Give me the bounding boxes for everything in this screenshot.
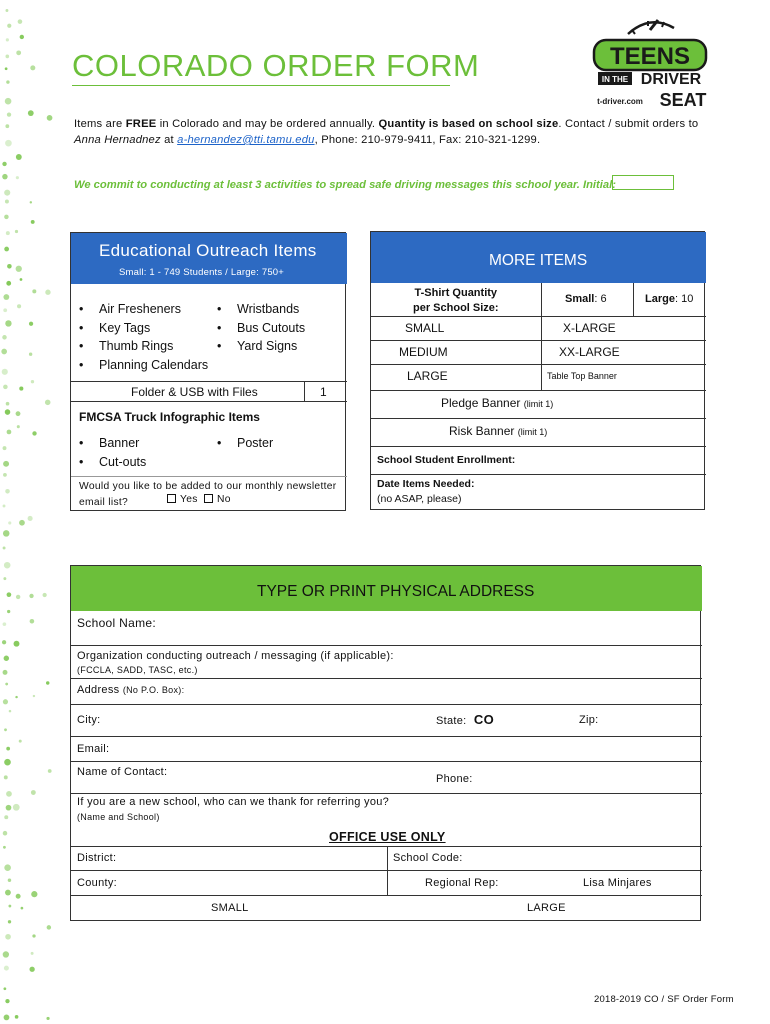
folder-usb-quantity: 1 — [320, 385, 327, 399]
phone-field[interactable]: Phone: — [436, 773, 473, 785]
school-enrollment-label: School Student Enrollment: — [377, 454, 516, 466]
yes-label: Yes — [180, 494, 198, 505]
tshirt-large-qty: Large: 10 — [645, 293, 694, 305]
no-label: No — [217, 494, 231, 505]
tshirt-small-qty: Small: 6 — [565, 293, 607, 305]
title-underline — [72, 85, 450, 86]
state-field[interactable]: State: CO — [436, 712, 495, 727]
list-item: • Cut-outs — [71, 453, 146, 472]
more-items-title: MORE ITEMS — [489, 252, 588, 269]
email-field[interactable]: Email: — [77, 743, 110, 755]
commitment-statement: We commit to conducting at least 3 activities to spread safe driving messages this school year. Initial: — [74, 179, 616, 191]
address-header — [71, 566, 702, 611]
intro-paragraph: Items are FREE in Colorado and may be ordered annually. Quantity is based on school size. Contact / submit orders to Anna Hernadnez at a-hernandez@tti.tamu.edu, Phone: 210-979-9411, Fax: 210-321-1299. — [74, 118, 699, 146]
decorative-dot-border — [0, 0, 60, 1024]
regional-rep-name: Lisa Minjares — [583, 877, 652, 889]
logo-url: t-driver.com — [597, 97, 643, 106]
risk-banner: Risk Banner (limit 1) — [449, 424, 548, 438]
table-top-banner: Table Top Banner — [547, 371, 617, 381]
fmcsa-title: FMCSA Truck Infographic Items — [79, 410, 260, 424]
size-x-large: X-LARGE — [563, 321, 616, 335]
list-item: • Wristbands — [209, 300, 305, 319]
folder-usb-row — [71, 381, 347, 402]
size-small: SMALL — [405, 321, 445, 335]
referral-field[interactable]: If you are a new school, who can we thank for referring you? (Name and School) — [77, 796, 390, 822]
educational-outreach-header — [71, 233, 347, 284]
size-xx-large: XX-LARGE — [559, 345, 620, 359]
address-title: TYPE OR PRINT PHYSICAL ADDRESS — [257, 583, 535, 600]
address-field[interactable]: Address (No P.O. Box): — [77, 684, 185, 696]
list-item: • Banner — [71, 434, 146, 453]
educational-outreach-subtitle: Small: 1 - 749 Students / Large: 750+ — [119, 267, 285, 278]
more-items-header — [371, 232, 706, 283]
folder-divider — [304, 382, 305, 402]
initial-input-box[interactable] — [612, 175, 674, 190]
list-item: • Bus Cutouts — [209, 319, 305, 338]
newsletter-divider — [71, 476, 347, 477]
newsletter-question: Would you like to be added to our monthly newsletter email list? — [79, 481, 337, 508]
list-item: • Air Fresheners — [71, 300, 208, 319]
page-title: COLORADO ORDER FORM — [72, 48, 480, 83]
logo-brand-word: TEENS — [609, 43, 691, 70]
outreach-items-left — [71, 300, 208, 374]
logo-in-the: IN THE — [601, 75, 629, 84]
list-item: • Key Tags — [71, 319, 208, 338]
office-use-only-heading: OFFICE USE ONLY — [329, 830, 446, 844]
district-field[interactable]: District: — [77, 852, 117, 864]
city-field[interactable]: City: — [77, 714, 101, 726]
fmcsa-items-left — [71, 434, 146, 471]
contact-name-field[interactable]: Name of Contact: — [77, 766, 168, 778]
size-medium: MEDIUM — [399, 345, 448, 359]
fmcsa-items-right — [209, 434, 273, 453]
newsletter-options — [167, 494, 231, 505]
tshirt-quantity-label: T-Shirt Quantity per School Size: — [413, 287, 499, 314]
no-checkbox[interactable] — [204, 494, 213, 503]
more-items-box — [370, 231, 705, 510]
school-code-field[interactable]: School Code: — [393, 852, 463, 864]
physical-address-section — [70, 565, 701, 921]
organization-field[interactable]: Organization conducting outreach / messaging (if applicable): (FCCLA, SADD, TASC, etc.) — [77, 650, 394, 675]
regional-rep-label: Regional Rep: — [425, 877, 499, 889]
size-large: LARGE — [407, 369, 448, 383]
pledge-banner: Pledge Banner (limit 1) — [441, 396, 554, 410]
list-item: • Thumb Rings — [71, 337, 208, 356]
contact-email-link[interactable]: a-hernandez@tti.tamu.edu — [177, 134, 315, 146]
list-item: • Poster — [209, 434, 273, 453]
school-name-field[interactable]: School Name: — [77, 616, 156, 630]
logo-driver: DRIVER — [640, 71, 702, 88]
footer-form-id: 2018-2019 CO / SF Order Form — [594, 994, 734, 1005]
county-field[interactable]: County: — [77, 877, 118, 889]
list-item: • Planning Calendars — [71, 356, 208, 375]
list-item: • Yard Signs — [209, 337, 305, 356]
educational-outreach-title: Educational Outreach Items — [99, 241, 317, 260]
educational-outreach-box — [70, 232, 346, 511]
logo-seat: SEAT — [659, 90, 707, 110]
zip-field[interactable]: Zip: — [579, 714, 599, 726]
yes-checkbox[interactable] — [167, 494, 176, 503]
date-items-needed: Date Items Needed: (no ASAP, please) — [377, 478, 475, 505]
teens-in-the-driver-seat-logo — [588, 12, 713, 112]
outreach-items-right — [209, 300, 305, 356]
office-large-label: LARGE — [527, 902, 566, 914]
folder-usb-label: Folder & USB with Files — [131, 385, 258, 399]
office-small-label: SMALL — [211, 902, 249, 914]
